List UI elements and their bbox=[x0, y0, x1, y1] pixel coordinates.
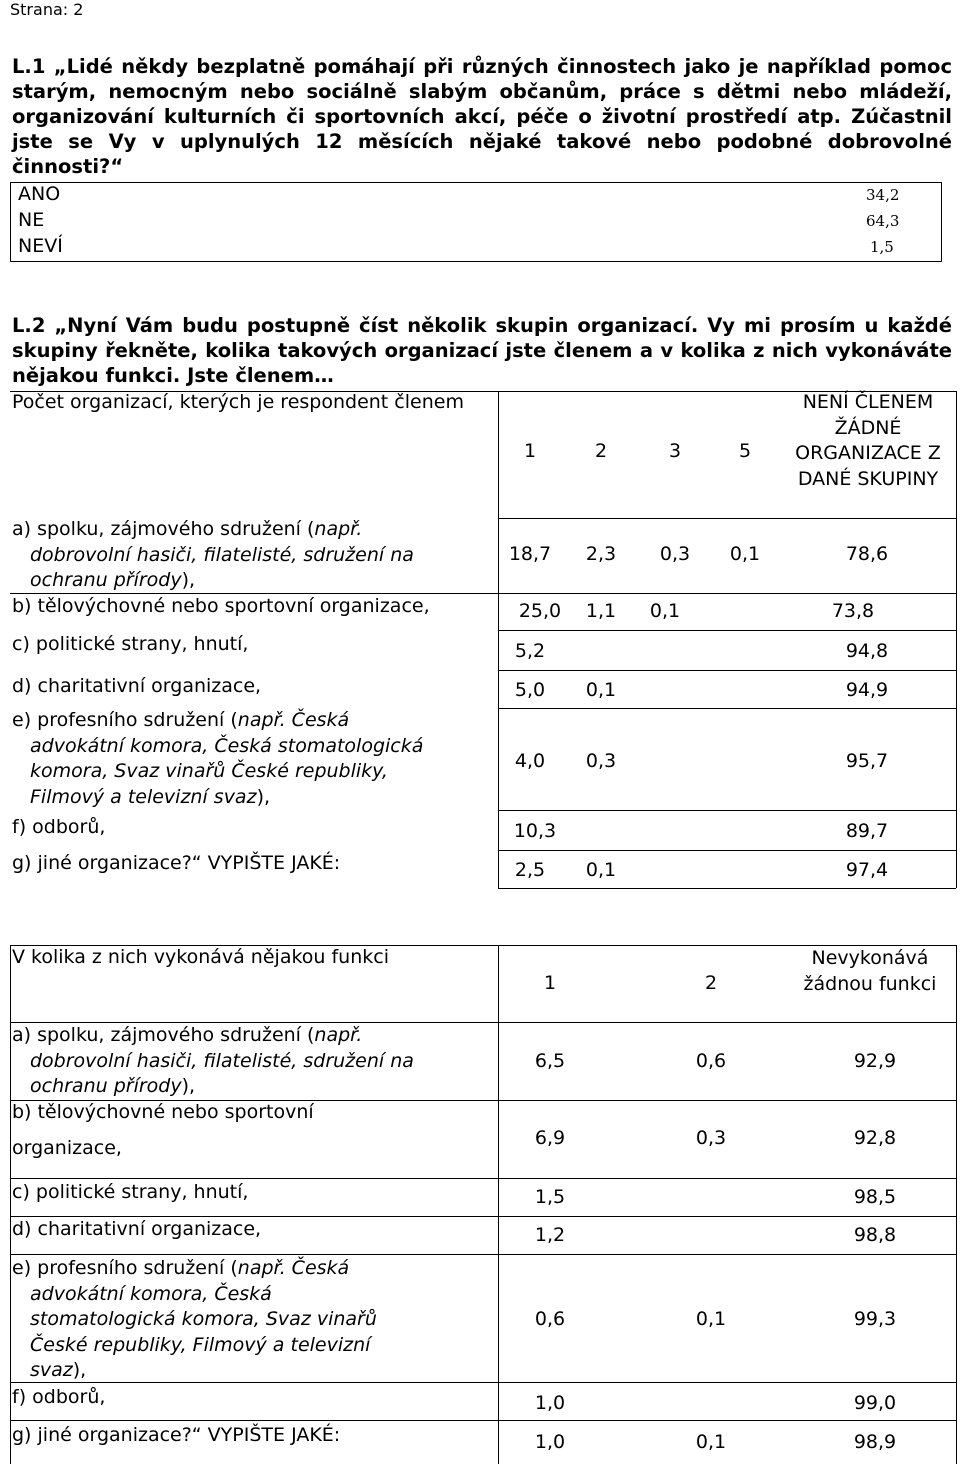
q2-col-none: NENÍ ČLENEM ŽÁDNÉ ORGANIZACE Z DANÉ SKUPINY bbox=[795, 391, 941, 490]
answer-ano-label: ANO bbox=[18, 183, 61, 205]
q3-row-a-2: 0,6 bbox=[695, 1050, 727, 1072]
q3-row-f-none: 99,0 bbox=[853, 1392, 897, 1414]
q2-row-c-none: 94,8 bbox=[845, 640, 889, 662]
q3-row-d-none: 98,8 bbox=[853, 1224, 897, 1246]
q2-row-f-label: f) odborů, bbox=[12, 816, 106, 838]
q2-row-c-1: 5,2 bbox=[514, 640, 546, 662]
q3-row-e-none: 99,3 bbox=[853, 1308, 897, 1330]
q2-header-label: Počet organizací, kterých je respondent členem bbox=[12, 391, 464, 413]
q3-row-b-2: 0,3 bbox=[695, 1127, 727, 1149]
q3-row-e-label: e) profesního sdružení (např. Česká advokátní komora, Česká stomatologická komora, Svaz vinařů České republiky, Filmový a televizní svaz), bbox=[12, 1257, 377, 1381]
q2-row-e-none: 95,7 bbox=[845, 750, 889, 772]
q3-row-e-1: 0,6 bbox=[534, 1308, 566, 1330]
q2-row-a-none: 78,6 bbox=[845, 543, 889, 565]
q2-row-c-label: c) politické strany, hnutí, bbox=[12, 633, 249, 655]
q2-row-b-none: 73,8 bbox=[831, 600, 875, 622]
q2-row-e-label: e) profesního sdružení (např. Česká advokátní komora, Česká stomatologická komora, Svaz vinařů České republiky, Filmový a televizní svaz), bbox=[12, 709, 424, 808]
question-1-intro: L.1 „Lidé někdy bezplatně pomáhají při různých činnostech jako je například pomoc starým, nemocným nebo sociálně slabým občanům, práce s dětmi nebo mládeží, organizování kulturních či sportovních akcí, péče o životní prostředí atp. bbox=[12, 55, 952, 128]
q2-row-g-label: g) jiné organizace?“ VYPIŠTE JAKÉ: bbox=[12, 852, 341, 874]
q2-row-d-none: 94,9 bbox=[845, 679, 889, 701]
q1-answers-box bbox=[10, 182, 942, 262]
q3-row-g-none: 98,9 bbox=[853, 1431, 897, 1453]
q3-row-d-1: 1,2 bbox=[534, 1224, 566, 1246]
q2-row-a-5: 0,1 bbox=[729, 543, 761, 565]
q3-col-none: Nevykonává žádnou funkci bbox=[803, 947, 937, 995]
q3-row-c-label: c) politické strany, hnutí, bbox=[12, 1181, 249, 1203]
question-2: L.2 „Nyní Vám budu postupně číst několik skupin organizací. Vy mi prosím u každé skupiny řekněte, kolika takových organizací jste členem a v kolika z nich vykonáváte nějakou funkci. Jste členem… bbox=[12, 314, 952, 387]
q2-col-2: 2 bbox=[594, 440, 608, 462]
q2-row-f-none: 89,7 bbox=[845, 820, 889, 842]
q2-row-d-2: 0,1 bbox=[585, 679, 617, 701]
q2-row-g-1: 2,5 bbox=[514, 859, 546, 881]
q3-row-g-1: 1,0 bbox=[534, 1431, 566, 1453]
q3-row-c-1: 1,5 bbox=[534, 1186, 566, 1208]
answer-ne-label: NE bbox=[18, 209, 45, 231]
q3-row-c-none: 98,5 bbox=[853, 1186, 897, 1208]
q2-col-5: 5 bbox=[738, 440, 752, 462]
q2-row-d-label: d) charitativní organizace, bbox=[12, 675, 262, 697]
q3-row-d-label: d) charitativní organizace, bbox=[12, 1218, 262, 1240]
q2-row-f-1: 10,3 bbox=[513, 820, 557, 842]
q3-row-e-2: 0,1 bbox=[695, 1308, 727, 1330]
q3-row-a-1: 6,5 bbox=[534, 1050, 566, 1072]
answer-ano-value: 34,2 bbox=[866, 186, 900, 204]
q2-row-d-1: 5,0 bbox=[514, 679, 546, 701]
q3-row-b-none: 92,8 bbox=[853, 1127, 897, 1149]
q2-row-b-2: 1,1 bbox=[585, 600, 617, 622]
q2-row-g-none: 97,4 bbox=[845, 859, 889, 881]
q3-col-2: 2 bbox=[704, 972, 718, 994]
q3-row-b-1: 6,9 bbox=[534, 1127, 566, 1149]
q2-row-b-label: b) tělovýchovné nebo sportovní organizace, bbox=[12, 595, 430, 617]
q2-row-b-3: 0,1 bbox=[649, 600, 681, 622]
q2-row-e-1: 4,0 bbox=[514, 750, 546, 772]
q3-col-1: 1 bbox=[543, 972, 557, 994]
q2-row-b-1: 25,0 bbox=[518, 600, 562, 622]
q2-col-1: 1 bbox=[523, 440, 537, 462]
page-label: Strana: 2 bbox=[10, 0, 84, 19]
q3-row-a-label: a) spolku, zájmového sdružení (např. dobrovolní hasiči, filatelisté, sdružení na ochranu přírody), bbox=[12, 1024, 414, 1097]
answer-nevi-value: 1,5 bbox=[870, 238, 894, 256]
q2-row-a-label: a) spolku, zájmového sdružení (např. dobrovolní hasiči, filatelisté, sdružení na ochranu přírody), bbox=[12, 518, 414, 591]
q3-row-g-2: 0,1 bbox=[695, 1431, 727, 1453]
question-1-question: Zúčastnil jste se Vy v uplynulých 12 měsících nějaké takové nebo podobné dobrovolné činnosti?“ bbox=[12, 105, 952, 178]
q2-row-g-2: 0,1 bbox=[585, 859, 617, 881]
q2-row-a-3: 0,3 bbox=[659, 543, 691, 565]
q2-col-3: 3 bbox=[668, 440, 682, 462]
answer-nevi-label: NEVÍ bbox=[18, 235, 63, 257]
q3-row-f-1: 1,0 bbox=[534, 1392, 566, 1414]
q2-row-a-2: 2,3 bbox=[585, 543, 617, 565]
q2-row-a-1: 18,7 bbox=[508, 543, 552, 565]
q3-row-f-label: f) odborů, bbox=[12, 1386, 106, 1408]
q3-row-a-none: 92,9 bbox=[853, 1050, 897, 1072]
q3-row-g-label: g) jiné organizace?“ VYPIŠTE JAKÉ: bbox=[12, 1424, 341, 1446]
answer-ne-value: 64,3 bbox=[866, 212, 900, 230]
q3-row-b-label: b) tělovýchovné nebo sportovní organizace, bbox=[12, 1101, 314, 1159]
question-1 bbox=[12, 54, 952, 179]
q3-header-label: V kolika z nich vykonává nějakou funkci bbox=[12, 946, 389, 968]
q2-row-e-2: 0,3 bbox=[585, 750, 617, 772]
